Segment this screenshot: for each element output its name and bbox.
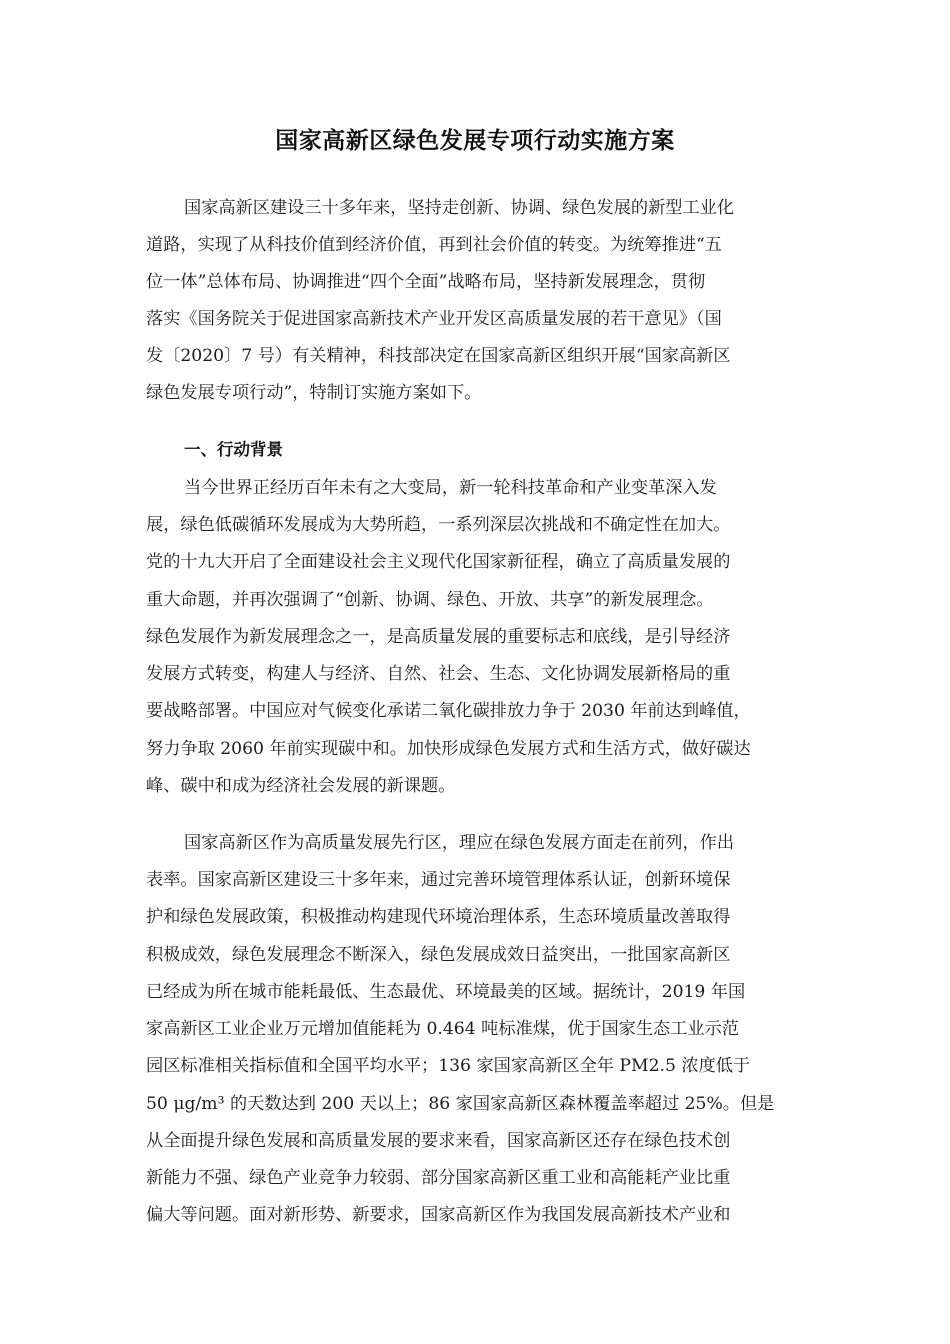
paragraph-line: 50 μg/m³ 的天数达到 200 天以上；86 家国家高新区森林覆盖率超过 25%。但是 [146,1094,775,1114]
document-title: 国家高新区绿色发展专项行动实施方案 [275,128,675,154]
paragraph-line: 重大命题，并再次强调了“创新、协调、绿色、开放、共享”的新发展理念。 [146,590,714,610]
intro-line: 国家高新区建设三十多年来，坚持走创新、协调、绿色发展的新型工业化 [184,198,735,218]
intro-line: 道路，实现了从科技价值到经济价值，再到社会价值的转变。为统筹推进“五 [146,235,722,255]
paragraph-line: 努力争取 2060 年前实现碳中和。加快形成绿色发展方式和生活方式，做好碳达 [146,739,751,759]
paragraph-line: 园区标准相关指标值和全国平均水平；136 家国家高新区全年 PM2.5 浓度低于 [146,1056,751,1076]
paragraph-line: 发展方式转变，构建人与经济、自然、社会、生态、文化协调发展新格局的重 [146,664,731,684]
paragraph-line: 展，绿色低碳循环发展成为大势所趋，一系列深层次挑战和不确定性在加大。 [146,515,731,535]
paragraph-line: 国家高新区作为高质量发展先行区，理应在绿色发展方面走在前列，作出 [184,833,735,853]
paragraph-line: 绿色发展作为新发展理念之一，是高质量发展的重要标志和底线，是引导经济 [146,627,731,647]
intro-line: 位一体”总体布局、协调推进“四个全面”战略布局，坚持新发展理念，贯彻 [146,272,706,292]
paragraph-line: 已经成为所在城市能耗最低、生态最优、环境最美的区域。据统计，2019 年国 [146,982,746,1002]
paragraph-line: 从全面提升绿色发展和高质量发展的要求来看，国家高新区还存在绿色技术创 [146,1131,731,1151]
section-heading: 一、行动背景 [184,440,283,459]
paragraph-line: 表率。国家高新区建设三十多年来，通过完善环境管理体系认证，创新环境保 [146,870,731,890]
paragraph-line: 家高新区工业企业万元增加值能耗为 0.464 吨标准煤，优于国家生态工业示范 [146,1019,739,1039]
paragraph-line: 要战略部署。中国应对气候变化承诺二氧化碳排放力争于 2030 年前达到峰值， [146,701,751,721]
paragraph-line: 新能力不强、绿色产业竞争力较弱、部分国家高新区重工业和高能耗产业比重 [146,1168,731,1188]
intro-line: 落实《国务院关于促进国家高新技术产业开发区高质量发展的若干意见》（国 [146,309,722,329]
intro-line: 发〔2020〕7 号）有关精神，科技部决定在国家高新区组织开展“国家高新区 [146,346,731,366]
paragraph-line: 当今世界正经历百年未有之大变局，新一轮科技革命和产业变革深入发 [184,478,717,498]
paragraph-line: 偏大等问题。面对新形势、新要求，国家高新区作为我国发展高新技术产业和 [146,1205,731,1225]
intro-line: 绿色发展专项行动”，特制订实施方案如下。 [146,383,482,403]
paragraph-line: 护和绿色发展政策，积极推动构建现代环境治理体系，生态环境质量改善取得 [146,907,731,927]
paragraph-line: 党的十九大开启了全面建设社会主义现代化国家新征程，确立了高质量发展的 [146,552,731,572]
paragraph-line: 积极成效，绿色发展理念不断深入，绿色发展成效日益突出，一批国家高新区 [146,945,731,965]
paragraph-line: 峰、碳中和成为经济社会发展的新课题。 [146,776,456,796]
